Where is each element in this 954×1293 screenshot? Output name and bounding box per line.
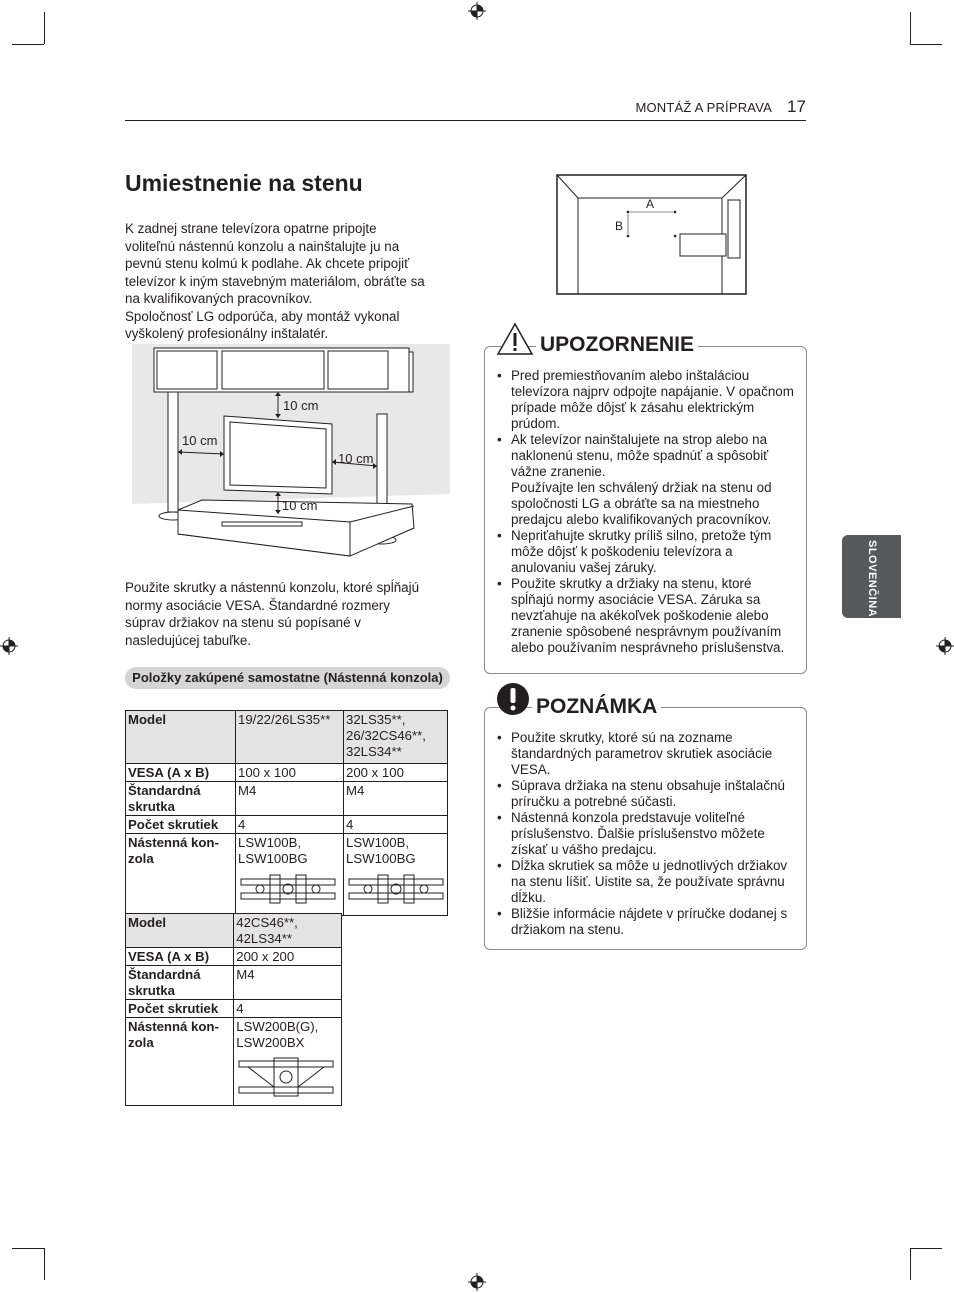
wall-bracket-icon bbox=[348, 873, 444, 905]
list-item: • Ak televízor nainštalujete na strop alebo na naklonenú stenu, môže spadnúť a spôsobiť vážne zranenie. Používajte len schválený držiak na stenu od spoločnosti LG a obráťte sa na miestneho predajcu alebo kvalifikovaných pracovníkov. bbox=[497, 432, 795, 528]
table-row: Počet skrutiek 4 4 bbox=[126, 816, 448, 834]
crop-mark bbox=[910, 1248, 911, 1280]
wall-bracket-icon bbox=[240, 873, 336, 905]
list-item: • Nástenná konzola predstavuje voliteľné príslušenstvo. Ďalšie príslušenstvo môžete získať u vášho predajcu. bbox=[497, 810, 795, 858]
table-row: Štandardná skrutka M4 bbox=[126, 966, 342, 1000]
table-row: Nástenná kon- zola LSW200B(G), LSW200BX bbox=[126, 1018, 342, 1106]
clearance-top-label: 10 cm bbox=[283, 398, 319, 413]
tv-back-vesa-diagram bbox=[556, 174, 748, 296]
clearance-left-label: 10 cm bbox=[182, 433, 218, 448]
list-item: • Dĺžka skrutiek sa môže u jednotlivých držiakov na stenu líšiť. Uistite sa, že používate správnu dĺžku. bbox=[497, 858, 795, 906]
vesa-paragraph: Použite skrutky a nástennú konzolu, ktoré spĺňajú normy asociácie VESA. Štandardné rozmery súprav držiakov na stenu sú popísané v nasledujúcej tabuľke. bbox=[125, 580, 420, 648]
table-row: VESA (A x B) 100 x 100 200 x 100 bbox=[126, 764, 448, 782]
note-title: POZNÁMKA bbox=[532, 695, 661, 719]
table-row: VESA (A x B) 200 x 200 bbox=[126, 948, 342, 966]
wall-mount-spec-table-1 bbox=[125, 710, 448, 916]
header-rule bbox=[125, 120, 806, 121]
warning-triangle-icon bbox=[496, 322, 534, 356]
dimension-a-label: A bbox=[646, 197, 655, 211]
caution-list bbox=[497, 368, 795, 656]
wall-mount-spec-table-2 bbox=[125, 913, 342, 1106]
exclamation-circle-icon bbox=[496, 682, 530, 716]
list-item: • Pred premiestňovaním alebo inštaláciou televízora najprv odpojte napájanie. V opačnom prípade môže dôjsť k zásahu elektrickým prúdom. bbox=[497, 368, 795, 432]
table-row: Počet skrutiek 4 bbox=[126, 1000, 342, 1018]
list-item: • Bližšie informácie nájdete v príručke dodanej s držiakom na stenu. bbox=[497, 906, 795, 938]
note-list bbox=[497, 730, 795, 938]
wall-bracket-icon bbox=[238, 1057, 334, 1097]
dimension-b-label: B bbox=[615, 219, 624, 233]
table-row: Nástenná kon- zola LSW100B, LSW100BG LSW100B, LSW100BG bbox=[126, 834, 448, 916]
list-item: • Použite skrutky, ktoré sú na zozname štandardných parametrov skrutiek asociácie VESA. bbox=[497, 730, 795, 778]
crop-mark bbox=[910, 12, 911, 44]
clearance-right-label: 10 cm bbox=[338, 451, 374, 466]
list-item: • Nepriťahujte skrutky príliš silno, pretože tým môže dôjsť k poškodeniu televízora a anulovaniu vašej záruky. bbox=[497, 528, 795, 576]
table-row: Model 19/22/26LS35** 32LS35**, 26/32CS46**, 32LS34** bbox=[126, 711, 448, 764]
list-item: • Súprava držiaka na stenu obsahuje inštalačnú príručku a potrebné súčasti. bbox=[497, 778, 795, 810]
crop-mark bbox=[12, 1248, 44, 1249]
crop-mark bbox=[44, 1248, 45, 1280]
list-item: • Použite skrutky a držiaky na stenu, ktoré spĺňajú normy asociácie VESA. Záruka sa nevzťahuje na akékoľvek poškodenie alebo zranenie spôsobené nesprávnym používaním alebo používaním nesprávneho príslušenstva. bbox=[497, 576, 795, 656]
registration-mark-icon bbox=[468, 1273, 486, 1291]
table-row: Štandardná skrutka M4 M4 bbox=[126, 782, 448, 816]
clearance-bottom-label: 10 cm bbox=[282, 498, 318, 513]
purchased-separately-label: Položky zakúpené samostatne (Nástenná konzola) bbox=[125, 667, 450, 689]
language-tab-label: SLOVENČINA bbox=[866, 540, 878, 618]
table-row: Model 42CS46**, 42LS34** bbox=[126, 914, 342, 948]
intro-paragraph: K zadnej strane televízora opatrne pripojte voliteľnú nástennú konzolu a nainštalujte ju na pevnú stenu kolmú k podlahe. Ak chcete pripojiť televízor k iným stavebným materiálom, obráťte sa na kvalifikovaných pracovníkov. Spoločnosť LG odporúča, aby montáž vykonal vyškolený profesionálny inštalatér. bbox=[125, 221, 425, 341]
page-title: Umiestnenie na stenu bbox=[125, 170, 363, 196]
caution-title: UPOZORNENIE bbox=[536, 333, 698, 357]
registration-mark-icon bbox=[468, 2, 486, 20]
crop-mark bbox=[910, 1248, 942, 1249]
crop-mark bbox=[44, 12, 45, 44]
crop-mark bbox=[12, 44, 44, 45]
section-title: MONTÁŽ A PRÍPRAVA bbox=[635, 100, 772, 115]
crop-mark bbox=[910, 44, 942, 45]
registration-mark-icon bbox=[936, 637, 954, 655]
page-number: 17 bbox=[787, 97, 806, 116]
registration-mark-icon bbox=[0, 637, 18, 655]
wall-mount-clearance-figure bbox=[132, 344, 450, 562]
